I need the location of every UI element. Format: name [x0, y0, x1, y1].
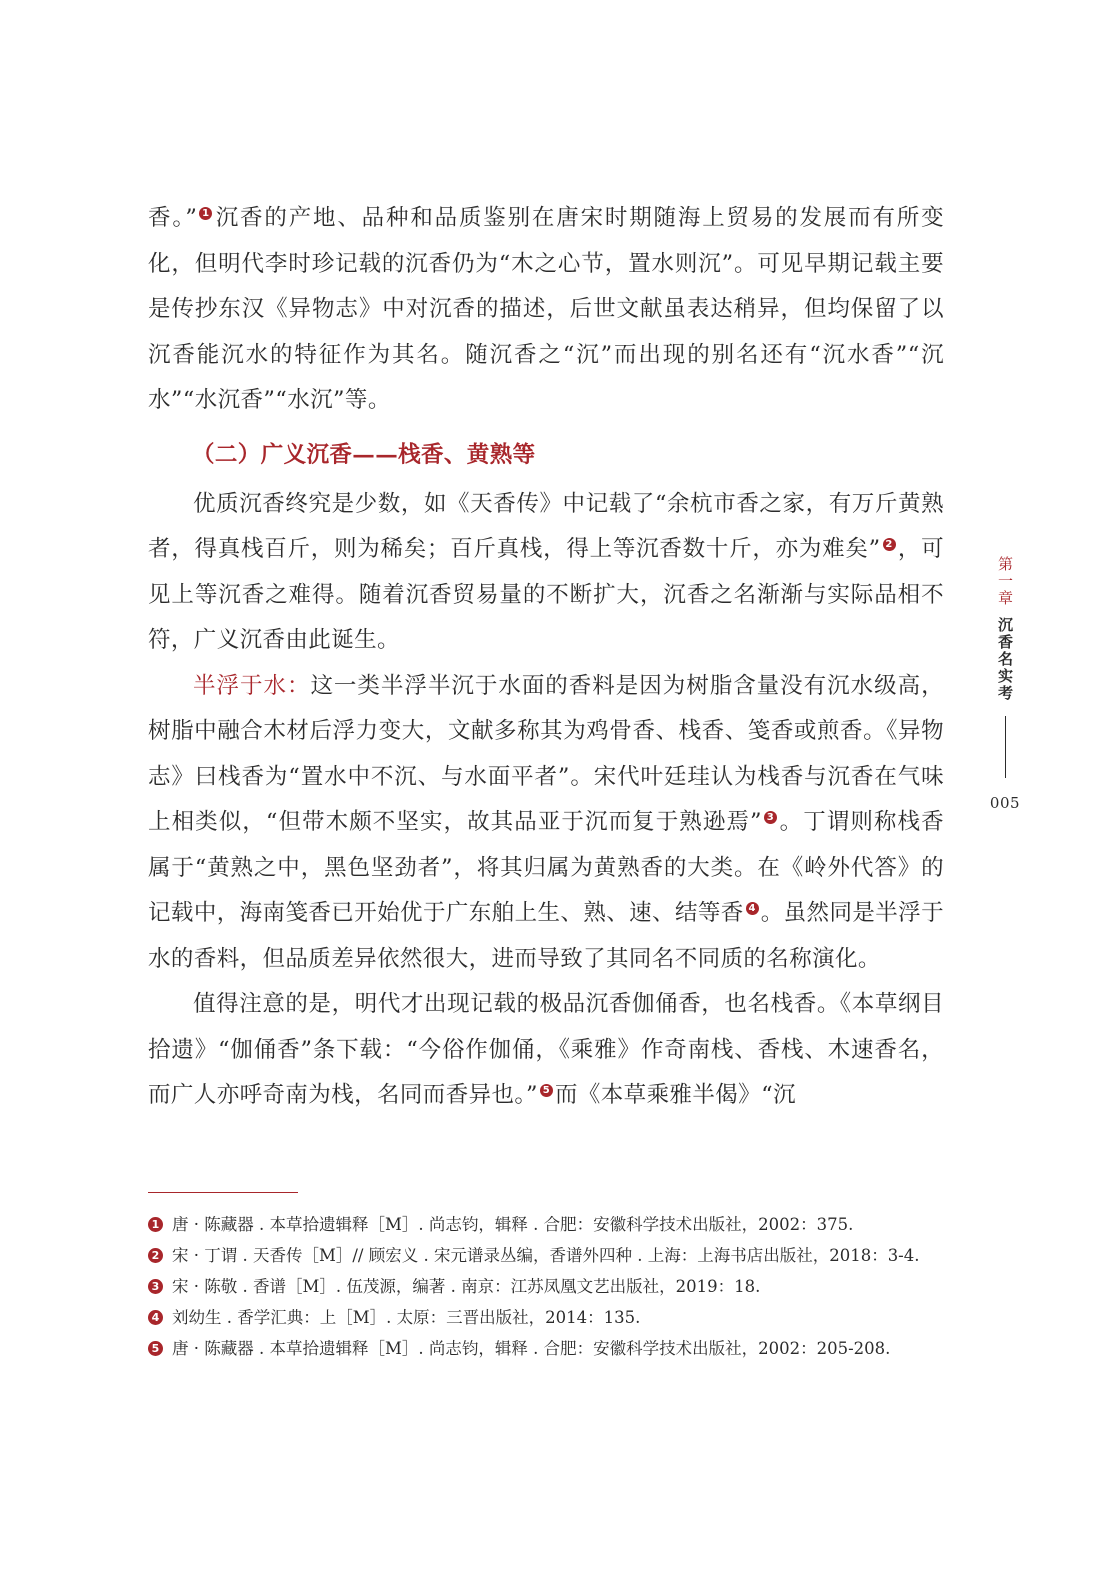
paragraph-2: [148, 482, 944, 664]
paragraph-text: 这一类半浮半沉于水面的香料是因为树脂含量没有沉水级高，树脂中融合木材后浮力变大，文献多称其为鸡骨香、栈香、笺香或煎香。《异物志》曰栈香为“置水中不沉、与水面平者”。宋代叶廷珪认为栈香与沉香在气味上相类似，“但带木颇不坚实，故其品亚于沉而复于熟逊焉”: [148, 672, 944, 835]
footnote-text: 宋 · 陈敬 . 香谱［M］. 伍茂源，编著 . 南京：江苏凤凰文艺出版社，2019：18.: [172, 1277, 761, 1296]
footnote-number-badge: 4: [148, 1310, 163, 1325]
footnote-item: [148, 1272, 948, 1301]
footnote-separator: [148, 1192, 298, 1193]
footnote-number-badge: 2: [148, 1248, 163, 1263]
chapter-title: 沉香名实考: [996, 617, 1014, 702]
footnotes: [148, 1210, 948, 1365]
footnote-item: [148, 1210, 948, 1239]
footnote-marker-4[interactable]: 4: [746, 902, 759, 915]
paragraph-text: 。丁谓则称栈香属于“黄熟之中，黑色坚劲者”，将其归属为黄熟香的大类。在《岭外代答》的记载中，海南笺香已开始优于广东舶上生、熟、速、结等香: [148, 809, 944, 926]
paragraph-3: [148, 664, 944, 983]
paragraph-text: ，可见上等沉香之难得。随着沉香贸易量的不断扩大，沉香之名渐渐与实际品相不符，广义沉香由此诞生。: [148, 536, 944, 653]
footnote-item: [148, 1334, 948, 1363]
paragraph-1: [148, 196, 944, 424]
paragraph-4: [148, 982, 944, 1119]
paragraph-text: 而《本草乘雅半偈》“沉: [554, 1082, 796, 1108]
footnote-text: 唐 · 陈藏器 . 本草拾遗辑释［M］. 尚志钧，辑释 . 合肥：安徽科学技术出版社，2002：205-208.: [172, 1339, 891, 1358]
paragraph-text: 沉香的产地、品种和品质鉴别在唐宋时期随海上贸易的发展而有所变化，但明代李时珍记载的沉香仍为“木之心节，置水则沉”。可见早期记载主要是传抄东汉《异物志》中对沉香的描述，后世文献虽表达稍异，但均保留了以沉香能沉水的特征作为其名。随沉香之“沉”而出现的别名还有“沉水香”“沉水”“水沉香”“水沉”等。: [148, 205, 944, 413]
page-number: 005: [989, 794, 1021, 812]
sidebar-divider: [1005, 716, 1006, 778]
footnote-marker-5[interactable]: 5: [540, 1084, 553, 1097]
footnote-marker-2[interactable]: 2: [883, 538, 896, 551]
footnote-number-badge: 5: [148, 1341, 163, 1356]
section-heading: （二）广义沉香——栈香、黄熟等: [192, 441, 536, 468]
footnote-number-badge: 3: [148, 1279, 163, 1294]
footnote-item: [148, 1303, 948, 1332]
paragraph-text: 优质沉香终究是少数，如《天香传》中记载了“余杭市香之家，有万斤黄熟者，得真栈百斤，则为稀矣；百斤真栈，得上等沉香数十斤，亦为难矣”: [148, 490, 944, 562]
chapter-number: 第一章: [996, 556, 1014, 607]
main-text: [148, 196, 944, 1119]
paragraph-text: 香。”: [148, 205, 198, 231]
chapter-sidebar: [988, 556, 1022, 812]
footnote-item: [148, 1241, 948, 1270]
footnote-number-badge: 1: [148, 1217, 163, 1232]
footnote-text: 唐 · 陈藏器 . 本草拾遗辑释［M］. 尚志钧，辑释 . 合肥：安徽科学技术出版社，2002：375.: [172, 1215, 854, 1234]
term-label: 半浮于水：: [193, 672, 311, 699]
footnote-marker-1[interactable]: 1: [199, 207, 212, 220]
paragraph-text: 。虽然同是半浮于水的香料，但品质差异依然很大，进而导致了其同名不同质的名称演化。: [148, 900, 944, 972]
footnote-text: 宋 · 丁谓 . 天香传［M］// 顾宏义 . 宋元谱录丛编，香谱外四种 . 上海：上海书店出版社，2018：3-4.: [172, 1246, 920, 1265]
paragraph-text: 值得注意的是，明代才出现记载的极品沉香伽俑香，也名栈香。《本草纲目拾遗》“伽俑香”条下载：“今俗作伽俑，《乘雅》作奇南栈、香栈、木速香名，而广人亦呼奇南为栈，名同而香异也。”: [148, 991, 944, 1108]
footnote-text: 刘幼生 . 香学汇典：上［M］. 太原：三晋出版社，2014：135.: [172, 1308, 641, 1327]
footnote-marker-3[interactable]: 3: [764, 811, 777, 824]
